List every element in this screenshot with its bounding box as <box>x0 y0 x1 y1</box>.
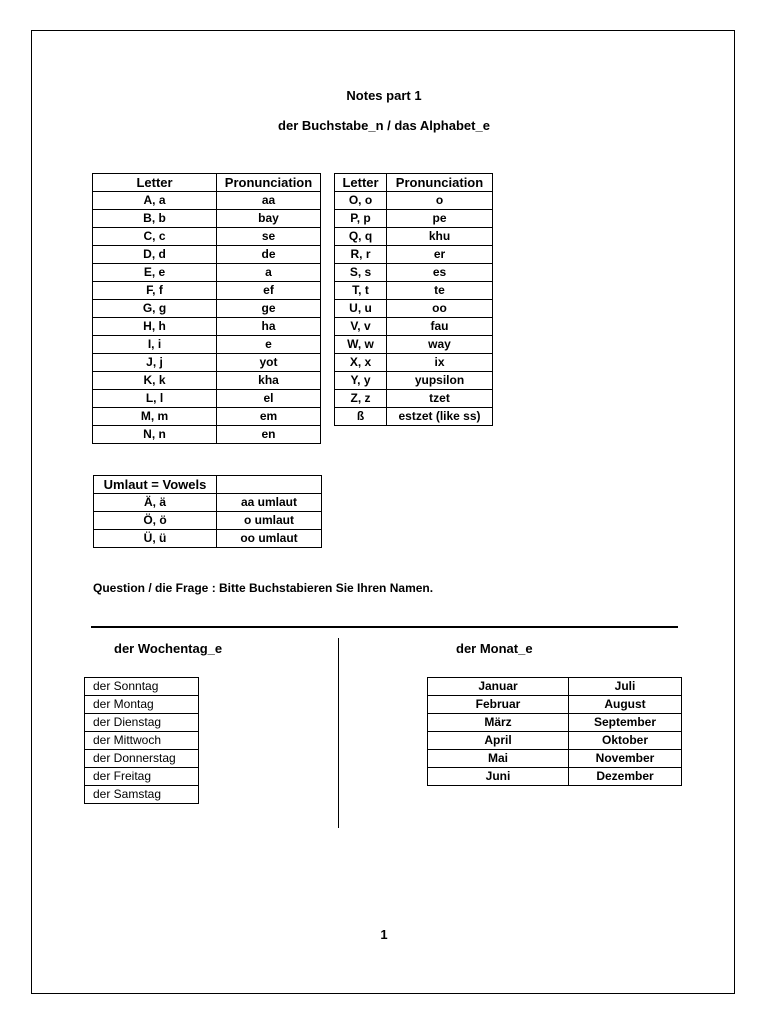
horizontal-divider <box>91 626 678 628</box>
pronunciation-cell: oo <box>387 300 493 318</box>
letter-cell: C, c <box>93 228 217 246</box>
letter-cell: B, b <box>93 210 217 228</box>
table-row <box>93 372 321 390</box>
pronunciation-cell: fau <box>387 318 493 336</box>
pronunciation-cell: em <box>217 408 321 426</box>
month-cell: Oktober <box>569 732 682 750</box>
months-table <box>427 677 682 786</box>
month-cell: Juni <box>428 768 569 786</box>
table-row <box>428 696 682 714</box>
pronunciation-cell: aa <box>217 192 321 210</box>
table-row <box>93 336 321 354</box>
pronunciation-cell: way <box>387 336 493 354</box>
question-text: Question / die Frage : Bitte Buchstabieren Sie Ihren Namen. <box>93 581 434 595</box>
pronunciation-cell: e <box>217 336 321 354</box>
table-row <box>93 318 321 336</box>
month-cell: Februar <box>428 696 569 714</box>
page-title: Notes part 1 <box>346 88 422 103</box>
table-header-row <box>94 476 322 494</box>
column-header-letter: Letter <box>93 174 217 192</box>
letter-cell: S, s <box>335 264 387 282</box>
table-row <box>428 750 682 768</box>
table-row <box>93 192 321 210</box>
table-row <box>335 210 493 228</box>
page-number: 1 <box>380 927 388 942</box>
weekday-cell: der Freitag <box>85 768 199 786</box>
umlaut-pronunciation-cell: aa umlaut <box>217 494 322 512</box>
month-cell: Dezember <box>569 768 682 786</box>
table-row <box>93 246 321 264</box>
table-row <box>94 494 322 512</box>
table-row <box>93 426 321 444</box>
table-row <box>428 768 682 786</box>
umlaut-letter-cell: Ä, ä <box>94 494 217 512</box>
table-row <box>93 390 321 408</box>
table-row <box>335 354 493 372</box>
pronunciation-cell: estzet (like ss) <box>387 408 493 426</box>
pronunciation-cell: te <box>387 282 493 300</box>
pronunciation-cell: tzet <box>387 390 493 408</box>
weekdays-heading: der Wochentag_e <box>114 641 223 656</box>
table-row <box>85 732 199 750</box>
weekday-cell: der Donnerstag <box>85 750 199 768</box>
pronunciation-cell: bay <box>217 210 321 228</box>
umlaut-letter-cell: Ö, ö <box>94 512 217 530</box>
table-row <box>335 264 493 282</box>
letter-cell: A, a <box>93 192 217 210</box>
pronunciation-cell: kha <box>217 372 321 390</box>
weekday-cell: der Dienstag <box>85 714 199 732</box>
column-header-letter: Letter <box>335 174 387 192</box>
table-row <box>85 696 199 714</box>
letter-cell: Q, q <box>335 228 387 246</box>
table-header-row <box>93 174 321 192</box>
letter-cell: N, n <box>93 426 217 444</box>
letter-cell: G, g <box>93 300 217 318</box>
umlaut-header: Umlaut = Vowels <box>94 476 217 494</box>
table-row <box>93 408 321 426</box>
table-row <box>93 282 321 300</box>
table-row <box>93 210 321 228</box>
table-row <box>85 786 199 804</box>
pronunciation-cell: de <box>217 246 321 264</box>
table-row <box>335 390 493 408</box>
pronunciation-cell: el <box>217 390 321 408</box>
pronunciation-cell: ix <box>387 354 493 372</box>
letter-cell: R, r <box>335 246 387 264</box>
table-row <box>85 768 199 786</box>
table-row <box>335 336 493 354</box>
table-row <box>85 678 199 696</box>
letter-cell: U, u <box>335 300 387 318</box>
weekday-cell: der Mittwoch <box>85 732 199 750</box>
letter-cell: ß <box>335 408 387 426</box>
table-row <box>94 530 322 548</box>
table-row <box>93 228 321 246</box>
table-row <box>335 318 493 336</box>
letter-cell: M, m <box>93 408 217 426</box>
month-cell: November <box>569 750 682 768</box>
months-heading: der Monat_e <box>456 641 533 656</box>
letter-cell: H, h <box>93 318 217 336</box>
letter-cell: X, x <box>335 354 387 372</box>
letter-cell: W, w <box>335 336 387 354</box>
table-row <box>335 300 493 318</box>
pronunciation-cell: yot <box>217 354 321 372</box>
pronunciation-cell: ge <box>217 300 321 318</box>
table-row <box>335 282 493 300</box>
table-row <box>335 246 493 264</box>
table-row <box>85 750 199 768</box>
alphabet-table-left <box>92 173 321 444</box>
table-row <box>94 512 322 530</box>
weekdays-table <box>84 677 199 804</box>
letter-cell: V, v <box>335 318 387 336</box>
pronunciation-cell: es <box>387 264 493 282</box>
letter-cell: O, o <box>335 192 387 210</box>
pronunciation-cell: en <box>217 426 321 444</box>
month-cell: März <box>428 714 569 732</box>
page-subtitle: der Buchstabe_n / das Alphabet_e <box>278 118 490 133</box>
alphabet-table-right <box>334 173 493 426</box>
month-cell: September <box>569 714 682 732</box>
table-row <box>428 678 682 696</box>
column-header-pronunciation: Pronunciation <box>387 174 493 192</box>
letter-cell: I, i <box>93 336 217 354</box>
vertical-divider <box>338 638 339 828</box>
pronunciation-cell: ha <box>217 318 321 336</box>
table-row <box>85 714 199 732</box>
table-row <box>93 354 321 372</box>
umlaut-pronunciation-cell: oo umlaut <box>217 530 322 548</box>
month-cell: Juli <box>569 678 682 696</box>
table-header-row <box>335 174 493 192</box>
weekday-cell: der Samstag <box>85 786 199 804</box>
letter-cell: Y, y <box>335 372 387 390</box>
letter-cell: Z, z <box>335 390 387 408</box>
month-cell: Januar <box>428 678 569 696</box>
letter-cell: T, t <box>335 282 387 300</box>
pronunciation-cell: se <box>217 228 321 246</box>
pronunciation-cell: ef <box>217 282 321 300</box>
pronunciation-cell: er <box>387 246 493 264</box>
month-cell: August <box>569 696 682 714</box>
table-row <box>93 300 321 318</box>
letter-cell: D, d <box>93 246 217 264</box>
letter-cell: P, p <box>335 210 387 228</box>
month-cell: April <box>428 732 569 750</box>
table-row <box>93 264 321 282</box>
letter-cell: L, l <box>93 390 217 408</box>
column-header-pronunciation: Pronunciation <box>217 174 321 192</box>
pronunciation-cell: a <box>217 264 321 282</box>
pronunciation-cell: o <box>387 192 493 210</box>
table-row <box>428 732 682 750</box>
umlaut-letter-cell: Ü, ü <box>94 530 217 548</box>
pronunciation-cell: pe <box>387 210 493 228</box>
letter-cell: F, f <box>93 282 217 300</box>
letter-cell: E, e <box>93 264 217 282</box>
table-row <box>335 192 493 210</box>
table-row <box>335 228 493 246</box>
umlaut-header-empty <box>217 476 322 494</box>
umlaut-table <box>93 475 322 548</box>
umlaut-pronunciation-cell: o umlaut <box>217 512 322 530</box>
weekday-cell: der Montag <box>85 696 199 714</box>
weekday-cell: der Sonntag <box>85 678 199 696</box>
pronunciation-cell: yupsilon <box>387 372 493 390</box>
table-row <box>428 714 682 732</box>
letter-cell: K, k <box>93 372 217 390</box>
table-row <box>335 408 493 426</box>
letter-cell: J, j <box>93 354 217 372</box>
month-cell: Mai <box>428 750 569 768</box>
pronunciation-cell: khu <box>387 228 493 246</box>
table-row <box>335 372 493 390</box>
